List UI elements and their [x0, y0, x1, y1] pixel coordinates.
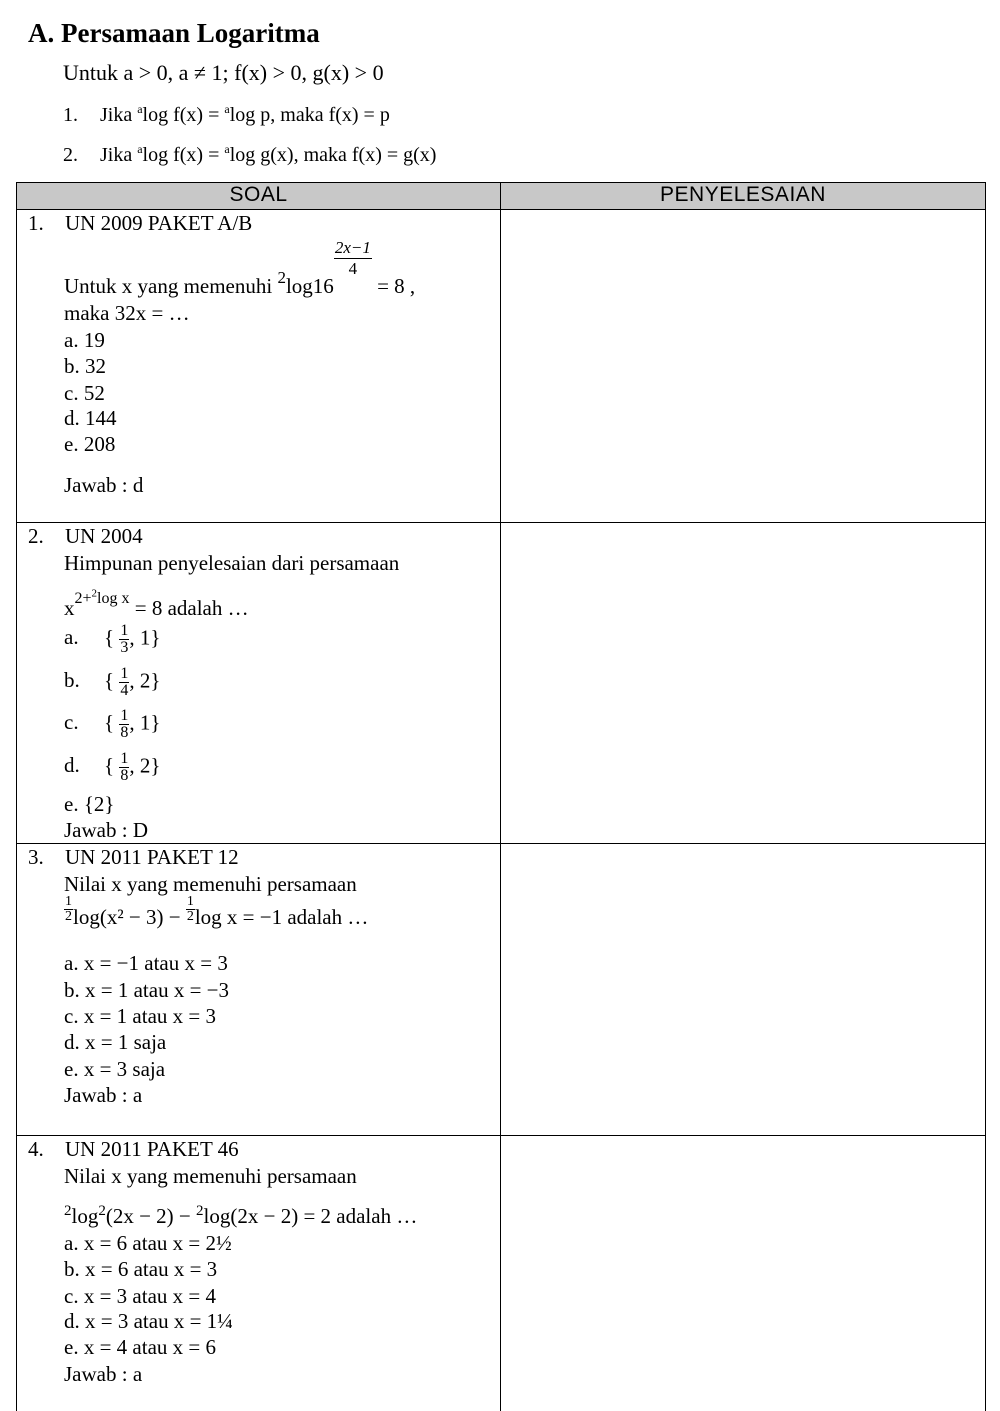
question-source: UN 2011 PAKET 12: [65, 844, 239, 870]
question-table: [16, 182, 986, 1411]
answer: Jawab : a: [64, 1082, 142, 1108]
question-stem: Himpunan penyelesaian dari persamaan: [64, 550, 399, 576]
option: c. x = 1 atau x = 3: [64, 1003, 216, 1029]
question-number: 2.: [28, 523, 44, 549]
question-stem: Nilai x yang memenuhi persamaan: [64, 871, 357, 897]
option: e. 208: [64, 431, 115, 457]
option: b. x = 6 atau x = 3: [64, 1256, 217, 1282]
solution-cell: [501, 1136, 986, 1411]
option: c. { $\frac{1}{8}$ , 1}: [64, 708, 160, 744]
header-penyelesaian: PENYELESAIAN: [501, 183, 986, 210]
question-cell: [17, 210, 501, 523]
solution-cell: [501, 844, 986, 1136]
rule-number: 2.: [63, 144, 100, 167]
question-number: 4.: [28, 1136, 44, 1162]
question-source: UN 2004: [65, 523, 143, 549]
option: b. x = 1 atau x = −3: [64, 977, 229, 1003]
option: d. 144: [64, 405, 117, 431]
question-stem-2: maka 32x = …: [64, 300, 190, 326]
option: a. { $\frac{1}{3}$ , 1}: [64, 623, 160, 659]
option: e. {2}: [64, 791, 114, 817]
question-stem: Untuk x yang memenuhi $_2$log16 $\frac{2x-1}{4}$ = 8 ,: [64, 240, 415, 296]
intro-conditions: Untuk a > 0, a ≠ 1; f(x) > 0, g(x) > 0: [63, 60, 384, 86]
section-title: A. Persamaan Logaritma: [28, 18, 320, 49]
option: a. 19: [64, 327, 105, 353]
option: c. 52: [64, 380, 105, 406]
table-row: [17, 523, 986, 844]
header-soal: SOAL: [17, 183, 501, 210]
table-row: [17, 844, 986, 1136]
table-row: [17, 1136, 986, 1411]
question-cell: [17, 844, 501, 1136]
answer: Jawab : a: [64, 1361, 142, 1387]
solution-cell: [501, 523, 986, 844]
option: b. 32: [64, 353, 106, 379]
answer: Jawab : d: [64, 472, 143, 498]
option: a. x = 6 atau x = 2½: [64, 1230, 232, 1256]
option: d. x = 3 atau x = 1¼: [64, 1308, 233, 1334]
question-cell: [17, 1136, 501, 1411]
rule-number: 1.: [63, 104, 100, 127]
question-equation: $\frac{1}{2}$ log(x² − 3) − $\frac{1}{2}$ log x = −1 adalah …: [64, 898, 368, 948]
option: a. x = −1 atau x = 3: [64, 950, 228, 976]
option: d. x = 1 saja: [64, 1029, 166, 1055]
rule-1: 1. Jika $^a$log f(x) = $^a$log p, maka f(x) = p: [63, 104, 390, 127]
answer: Jawab : D: [64, 817, 148, 843]
question-cell: [17, 523, 501, 844]
question-number: 3.: [28, 844, 44, 870]
question-source: UN 2009 PAKET A/B: [65, 210, 252, 236]
option: d. { $\frac{1}{8}$ , 2}: [64, 751, 160, 787]
solution-cell: [501, 210, 986, 523]
option: e. x = 3 saja: [64, 1056, 165, 1082]
option: e. x = 4 atau x = 6: [64, 1334, 216, 1360]
question-equation: x2+$^2$log x = 8 adalah …: [64, 581, 249, 621]
rule-2: 2. Jika $^a$log f(x) = $^a$log g(x), maka f(x) = g(x): [63, 144, 436, 167]
option: b. { $\frac{1}{4}$ , 2}: [64, 666, 160, 702]
table-row: [17, 210, 986, 523]
exponent-fraction: $\frac{2x-1}{4}$: [334, 238, 372, 279]
question-equation: $^2\log^2(2x - 2) - ^2\log(2x - 2) = 2$ adalah …: [64, 1198, 417, 1229]
option: c. x = 3 atau x = 4: [64, 1283, 216, 1309]
question-number: 1.: [28, 210, 44, 236]
question-source: UN 2011 PAKET 46: [65, 1136, 239, 1162]
question-stem: Nilai x yang memenuhi persamaan: [64, 1163, 357, 1189]
